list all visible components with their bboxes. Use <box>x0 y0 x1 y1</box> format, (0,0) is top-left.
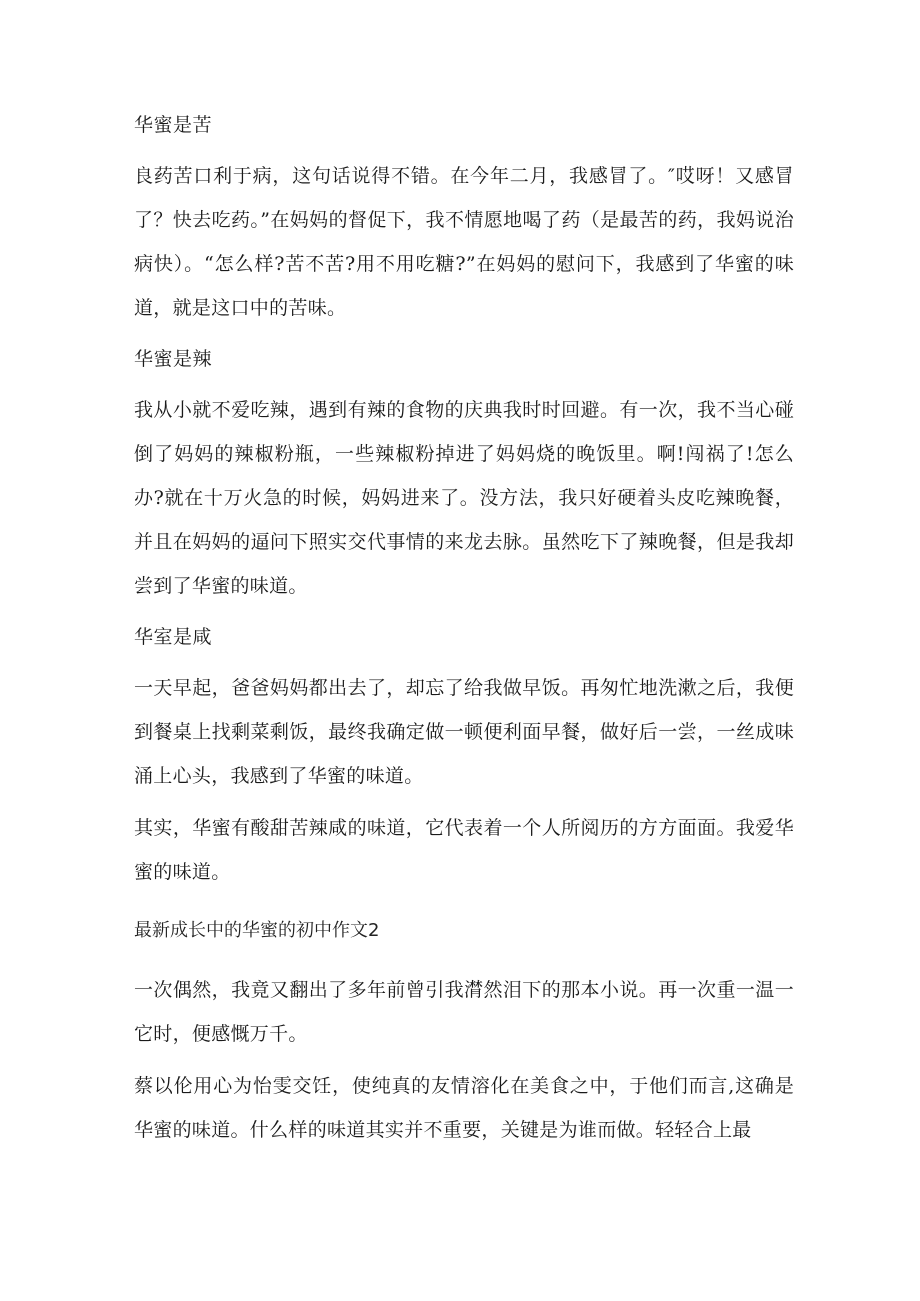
section-heading-bitter: 华蜜是苦 <box>134 114 213 136</box>
essay-2-paragraph-2: 蔡以伦用心为怡雯交饪，使纯真的友情溶化在美食之中，于他们而言,这确是华蜜的味道。什么样的味道其实并不重要，关键是为谁而做。轻轻合上最 <box>134 1075 794 1141</box>
section-heading-spicy: 华蜜是辣 <box>134 348 213 370</box>
paragraph-conclusion: 其实，华蜜有酸甜苦辣咸的味道，它代表着一个人所阅历的方方面面。我爱华蜜的味道。 <box>134 817 794 883</box>
section-heading-salty: 华室是咸 <box>134 626 213 648</box>
document-body <box>134 110 794 1174</box>
paragraph-spicy: 我从小就不爱吃辣，遇到有辣的食物的庆典我时时回避。有一次，我不当心碰倒了妈妈的辣椒粉瓶，一些辣椒粉掉进了妈妈烧的晚饭里。啊!闯祸了!怎么办?就在十万火急的时候，妈妈进来了。没方法，我只好硬着头皮吃辣晚餐，并且在妈妈的逼问下照实交代事情的来龙去脉。虽然吃下了辣晚餐，但是我却尝到了华蜜的味道。 <box>134 399 794 597</box>
paragraph-bitter: 良药苦口利于病，这句话说得不错。在今年二月，我感冒了。″哎呀！又感冒了？快去吃药。”在妈妈的督促下，我不情愿地喝了药（是最苦的药，我妈说治病快）。“怎么样?苦不苦?用不用吃糖?”在妈妈的慰问下，我感到了华蜜的味道，就是这口中的苦味。 <box>134 165 794 319</box>
essay-2-title: 最新成长中的华蜜的初中作文2 <box>134 920 380 941</box>
essay-2-paragraph-1: 一次偶然，我竟又翻出了多年前曾引我潸然泪下的那本小说。再一次重一温一它时，便感慨万千。 <box>134 979 794 1045</box>
paragraph-salty: 一天早起，爸爸妈妈都出去了，却忘了给我做早饭。再匆忙地洗漱之后，我便到餐桌上找剩菜剩饭，最终我确定做一顿便利面早餐，做好后一尝，一丝成味涌上心头，我感到了华蜜的味道。 <box>134 677 794 787</box>
